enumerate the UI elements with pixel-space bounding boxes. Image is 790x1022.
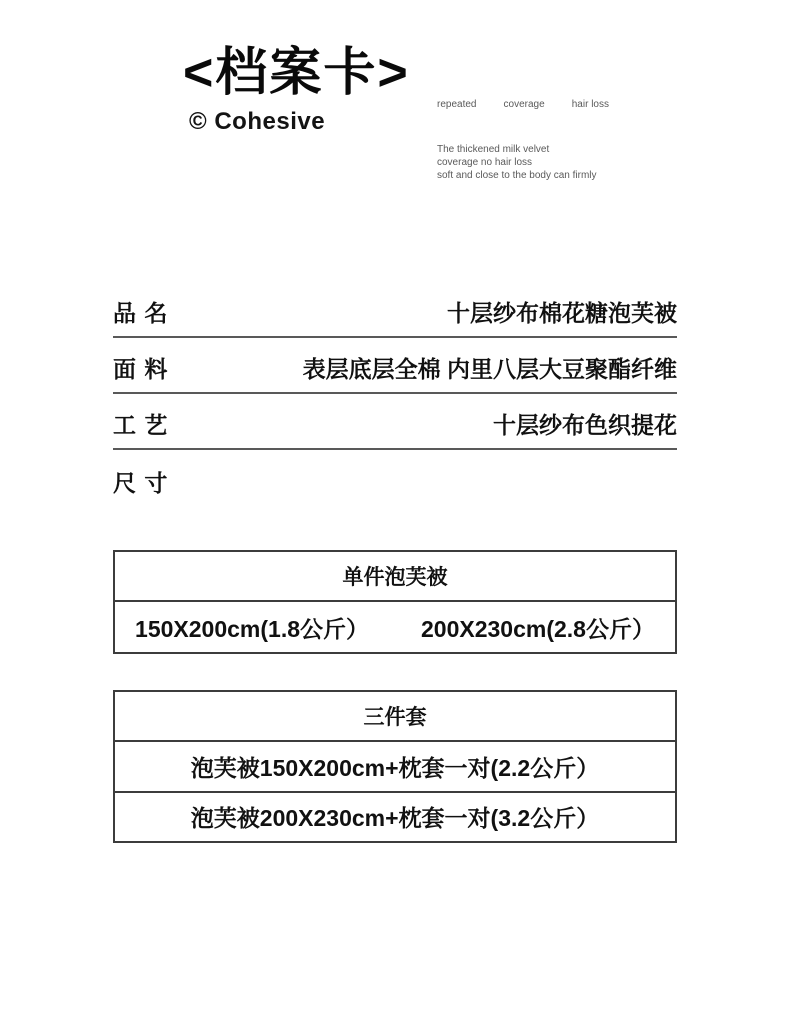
spec-label: 工 艺: [113, 412, 169, 438]
set-option: 泡芙被150X200cm+枕套一对(2.2公斤）: [190, 754, 600, 781]
single-quilt-size-table: [113, 550, 677, 654]
spec-value: 表层底层全棉 内里八层大豆聚酯纤维: [302, 356, 677, 382]
tagline-paragraph: [437, 143, 597, 182]
tagline-keyword: repeated: [437, 99, 477, 110]
tagline-line: coverage no hair loss: [437, 157, 533, 168]
size-option: 150X200cm(1.8公斤）: [135, 615, 369, 642]
spec-list: [113, 282, 677, 506]
page-title: <档案卡>: [183, 44, 410, 102]
spec-label: 品 名: [113, 300, 169, 326]
tagline-keyword: coverage: [503, 99, 545, 110]
spec-row-size: [113, 450, 677, 506]
size-option: 200X230cm(2.8公斤）: [421, 615, 655, 642]
spec-value: 十层纱布棉花糖泡芙被: [447, 300, 677, 326]
table-row: [115, 602, 675, 652]
tagline-keywords: [437, 99, 609, 110]
tagline-line: The thickened milk velvet: [437, 144, 550, 155]
brand-logo: © Cohesive: [189, 108, 326, 135]
table-header: 三件套: [115, 692, 675, 742]
tagline-line: soft and close to the body can firmly: [437, 170, 597, 181]
spec-value: 十层纱布色织提花: [493, 412, 677, 438]
table-row: [115, 793, 675, 842]
spec-row-craft: [113, 394, 677, 450]
set-option: 泡芙被200X230cm+枕套一对(3.2公斤）: [190, 805, 600, 832]
three-piece-set-table: [113, 690, 677, 843]
spec-row-fabric: [113, 338, 677, 394]
tagline-keyword: hair loss: [571, 99, 609, 110]
spec-label: 尺 寸: [113, 470, 169, 496]
table-row: [115, 742, 675, 793]
table-header: 单件泡芙被: [115, 552, 675, 602]
spec-label: 面 料: [113, 356, 169, 382]
spec-row-product-name: [113, 282, 677, 338]
